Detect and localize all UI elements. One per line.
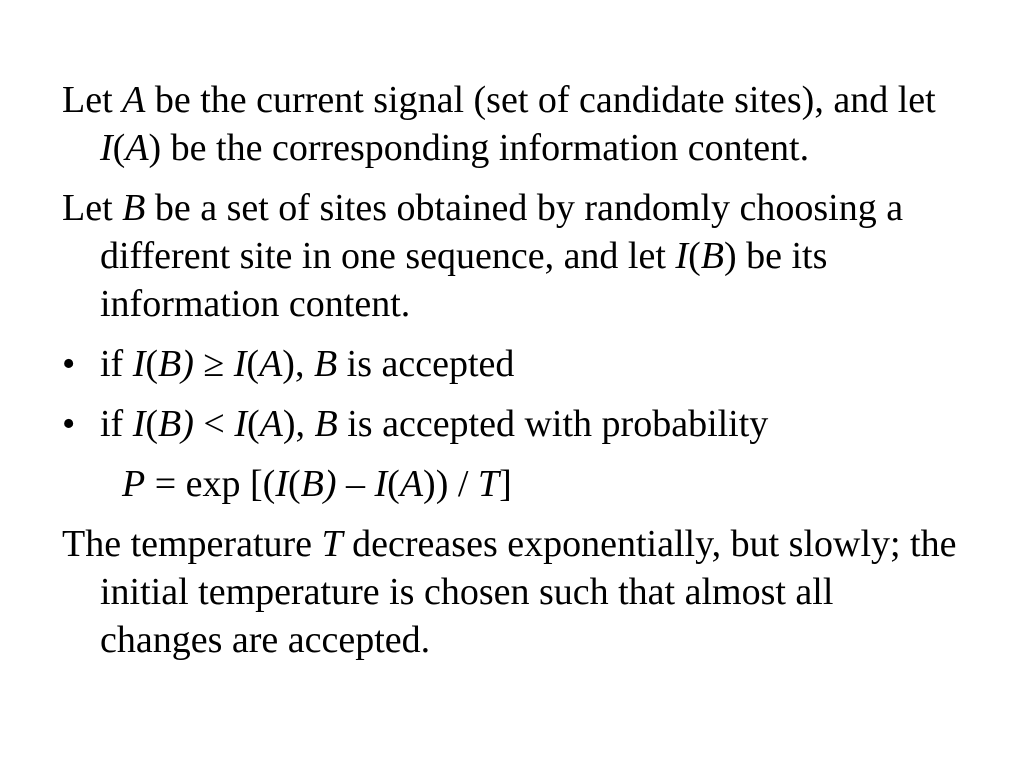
text-run: ( bbox=[145, 343, 159, 385]
math-variable: T bbox=[321, 523, 343, 565]
probability-formula bbox=[62, 460, 962, 508]
math-variable: I bbox=[132, 343, 146, 385]
text-run: decreases exponentially, but slowly; the initial temperature is chosen such that almost all changes are accepted. bbox=[100, 523, 957, 661]
text-run: Let bbox=[62, 187, 123, 229]
text-run: ) be its information content. bbox=[100, 235, 828, 325]
bullet-probability bbox=[62, 400, 962, 448]
math-variable: P bbox=[122, 463, 146, 505]
slide-body bbox=[62, 76, 962, 676]
text-run: is accepted bbox=[337, 343, 515, 385]
text-run: Let bbox=[62, 79, 123, 121]
math-variable: B) bbox=[300, 463, 337, 505]
math-variable: B bbox=[313, 343, 338, 385]
math-variable: B) bbox=[158, 343, 194, 385]
math-variable: I bbox=[132, 403, 146, 445]
text-run: is accepted with probability bbox=[337, 403, 769, 445]
text-run: – bbox=[336, 463, 375, 505]
text-run: ) be the corresponding information content. bbox=[148, 127, 810, 169]
text-run: ), bbox=[282, 403, 315, 445]
text-run: < bbox=[193, 403, 235, 445]
text-run: ≥ bbox=[193, 343, 234, 385]
text-run: if bbox=[100, 403, 133, 445]
text-run: ), bbox=[282, 343, 314, 385]
math-variable: T bbox=[477, 463, 500, 505]
math-variable: A bbox=[125, 127, 149, 169]
math-variable: A bbox=[259, 403, 283, 445]
paragraph-random-site bbox=[62, 184, 962, 328]
math-variable: A bbox=[122, 79, 146, 121]
math-variable: I bbox=[275, 463, 288, 505]
text-run: ( bbox=[247, 403, 260, 445]
text-run: ( bbox=[688, 235, 701, 277]
text-run: be a set of sites obtained by randomly choosing a different site in one sequence, and let bbox=[100, 187, 904, 277]
text-run: The temperature bbox=[62, 523, 322, 565]
math-variable: A bbox=[259, 343, 283, 385]
text-run: )) / bbox=[423, 463, 478, 505]
text-run: if bbox=[100, 343, 133, 385]
math-variable: I bbox=[100, 127, 113, 169]
text-run: ( bbox=[387, 463, 400, 505]
math-variable: B bbox=[314, 403, 338, 445]
math-variable: B bbox=[122, 187, 146, 229]
bullet-icon: • bbox=[62, 343, 76, 385]
bullet-icon: • bbox=[62, 403, 76, 445]
math-variable: B bbox=[700, 235, 724, 277]
math-variable: I bbox=[374, 463, 388, 505]
paragraph-temperature bbox=[62, 520, 962, 664]
text-run: ( bbox=[287, 463, 301, 505]
math-variable: I bbox=[233, 343, 247, 385]
math-variable: I bbox=[675, 235, 689, 277]
math-variable: I bbox=[234, 403, 247, 445]
text-run: ( bbox=[145, 403, 159, 445]
bullet-accepted bbox=[62, 340, 962, 388]
text-run: be the current signal (set of candidate sites), and let bbox=[145, 79, 936, 121]
math-variable: B) bbox=[158, 403, 194, 445]
text-run: = exp [( bbox=[145, 463, 276, 505]
text-run: ] bbox=[499, 463, 512, 505]
paragraph-current-signal bbox=[62, 76, 962, 172]
text-run: ( bbox=[246, 343, 260, 385]
math-variable: A bbox=[399, 463, 424, 505]
text-run: ( bbox=[112, 127, 126, 169]
